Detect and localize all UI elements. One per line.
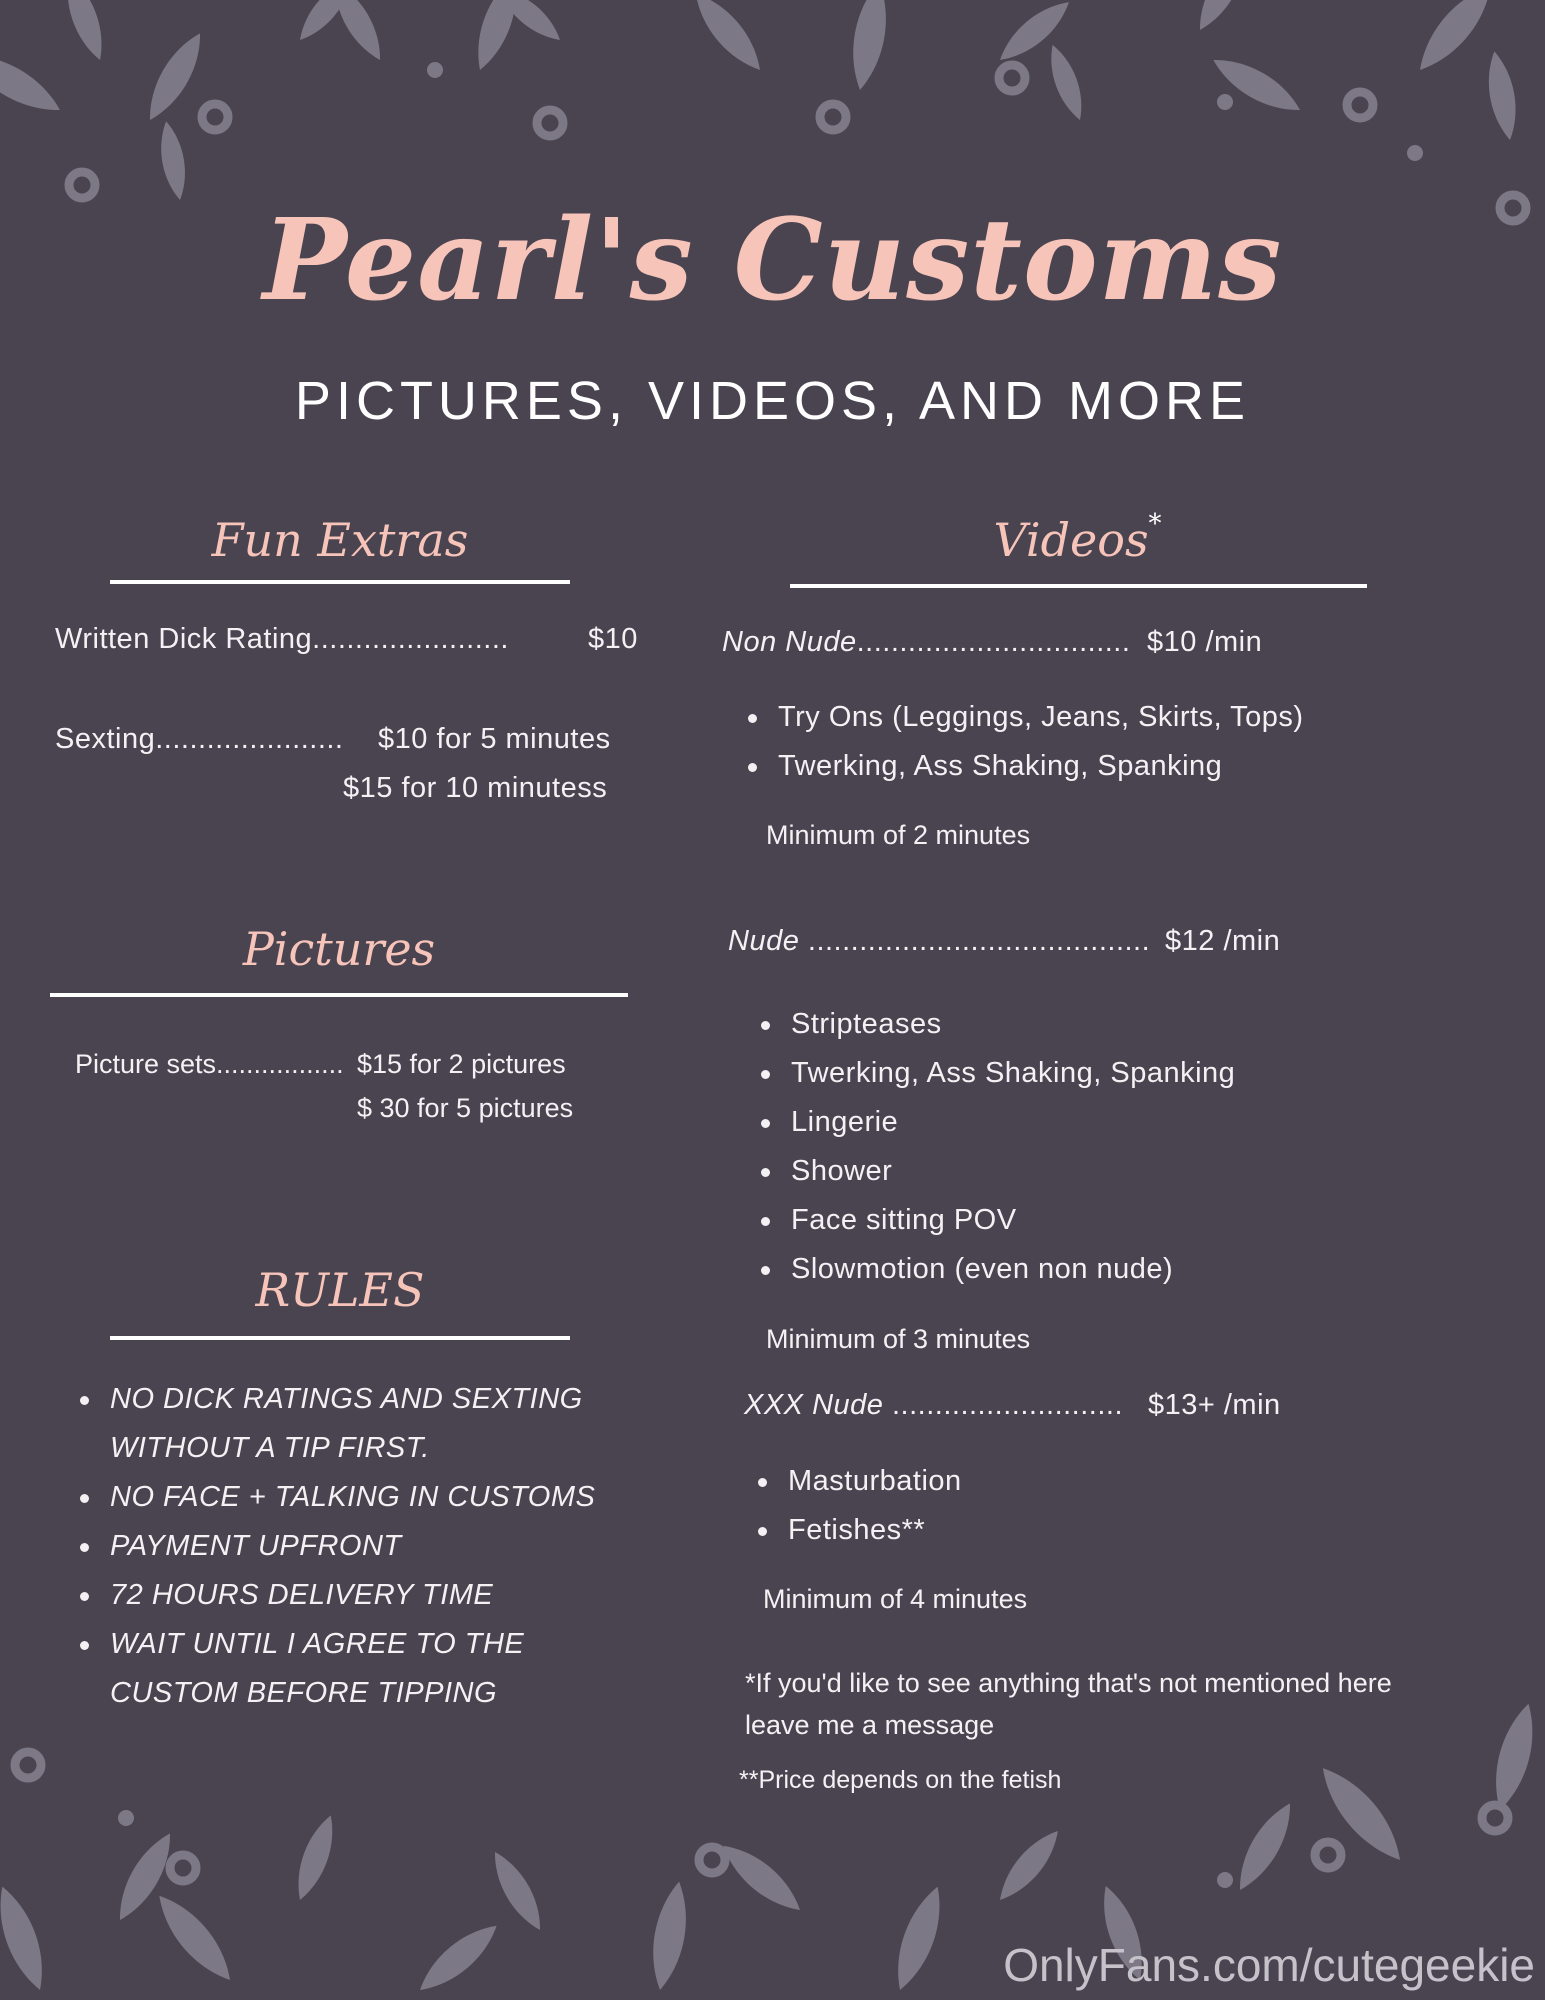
xxx-nude-dots: ...........................	[891, 1389, 1124, 1421]
dot-icon	[1217, 94, 1233, 110]
rule-no-face: NO FACE + TALKING IN CUSTOMS	[110, 1473, 595, 1522]
leaf-icon	[845, 0, 893, 93]
pictures-heading: Pictures	[242, 922, 436, 976]
list-item: Twerking, Ass Shaking, Spanking	[791, 1049, 1235, 1098]
list-item: Stripteases	[791, 1000, 1235, 1049]
non-nude-list	[778, 693, 1304, 791]
picture-sets-price-2: $15 for 2 pictures	[357, 1049, 566, 1079]
ring-icon	[537, 110, 563, 136]
leaf-icon	[1189, 0, 1255, 36]
rule-no-ratings: NO DICK RATINGS AND SEXTING	[110, 1375, 595, 1424]
rules-list	[110, 1375, 595, 1718]
xxx-nude-list	[788, 1457, 962, 1555]
leaf-icon	[289, 1811, 343, 1904]
leaf-icon	[886, 1882, 952, 1996]
xxx-nude-row	[744, 1389, 1123, 1422]
videos-divider	[790, 584, 1367, 588]
leaf-icon	[0, 1882, 54, 1996]
dot-icon	[427, 62, 443, 78]
non-nude-minimum: Minimum of 2 minutes	[766, 820, 1031, 850]
nude-row	[728, 925, 1150, 958]
nude-dots: ........................................	[807, 925, 1151, 957]
leaf-icon	[1409, 0, 1502, 80]
non-nude-price: $10 /min	[1147, 626, 1263, 658]
leaf-icon	[645, 1879, 693, 1992]
rule-delivery: 72 HOURS DELIVERY TIME	[110, 1571, 595, 1620]
videos-heading	[790, 509, 1365, 567]
leaf-icon	[715, 1835, 809, 1920]
fun-extras-heading: Fun Extras	[211, 513, 469, 567]
list-item: Lingerie	[791, 1098, 1235, 1147]
page-title: Pearl's Customs	[262, 195, 1283, 326]
rules-heading: RULES	[255, 1263, 425, 1317]
dick-rating-price: $10	[588, 623, 638, 655]
list-item: Slowmotion (even non nude)	[791, 1245, 1235, 1294]
leaf-icon	[1486, 1700, 1543, 1814]
non-nude-dots: ................................	[856, 626, 1131, 658]
sexting-price-5: $10 for 5 minutes	[378, 723, 611, 755]
pictures-divider	[50, 993, 628, 997]
picture-sets-label: Picture sets.................	[75, 1049, 344, 1079]
xxx-nude-minimum: Minimum of 4 minutes	[763, 1584, 1028, 1614]
rules-divider	[110, 1336, 570, 1340]
list-item: Masturbation	[788, 1457, 962, 1506]
list-item: Twerking, Ass Shaking, Spanking	[778, 742, 1304, 791]
leaf-icon	[58, 0, 112, 64]
nude-label: Nude	[728, 925, 800, 957]
ring-icon	[15, 1752, 41, 1778]
ring-icon	[202, 104, 228, 130]
note-custom-request-cont: leave me a message	[745, 1710, 995, 1740]
videos-heading-asterisk: *	[1148, 509, 1162, 539]
nude-price: $12 /min	[1165, 925, 1281, 957]
xxx-nude-price: $13+ /min	[1148, 1389, 1281, 1421]
list-item: Shower	[791, 1147, 1235, 1196]
watermark: OnlyFans.com/cutegeekie	[1003, 1939, 1535, 1991]
ring-icon	[999, 65, 1025, 91]
leaf-icon	[991, 1823, 1067, 1908]
list-item: Try Ons (Leggings, Jeans, Skirts, Tops)	[778, 693, 1304, 742]
ring-icon	[1482, 1805, 1508, 1831]
dot-icon	[1407, 145, 1423, 161]
nude-minimum: Minimum of 3 minutes	[766, 1324, 1031, 1354]
rule-wait-cont: CUSTOM BEFORE TIPPING	[110, 1677, 498, 1709]
non-nude-row	[722, 626, 1130, 659]
ring-icon	[1315, 1842, 1341, 1868]
list-item: Fetishes**	[788, 1506, 962, 1555]
page-subtitle: PICTURES, VIDEOS, AND MORE	[294, 371, 1251, 431]
leaf-icon	[411, 1915, 505, 2000]
rule-wait: WAIT UNTIL I AGREE TO THE	[110, 1620, 595, 1669]
fun-extras-divider	[110, 580, 570, 584]
leaf-icon	[0, 42, 67, 123]
xxx-nude-label: XXX Nude	[744, 1389, 884, 1421]
note-custom-request: *If you'd like to see anything that's not mentioned here	[745, 1668, 1392, 1698]
leaf-icon	[1310, 1758, 1412, 1871]
leaf-icon	[148, 1886, 241, 1989]
dot-icon	[118, 1810, 134, 1826]
leaf-icon	[155, 119, 190, 202]
ring-icon	[1347, 92, 1373, 118]
dick-rating-label: Written Dick Rating.......................	[55, 623, 509, 655]
leaf-icon	[1482, 49, 1522, 142]
rule-payment: PAYMENT UPFRONT	[110, 1522, 595, 1571]
leaf-icon	[1042, 41, 1090, 124]
dot-icon	[1217, 1872, 1233, 1888]
ring-icon	[170, 1855, 196, 1881]
nude-list	[791, 1000, 1235, 1294]
videos-heading-text: Videos	[993, 513, 1149, 567]
picture-sets-price-5: $ 30 for 5 pictures	[357, 1093, 574, 1123]
leaf-icon	[1207, 48, 1307, 121]
note-fetish-price: **Price depends on the fetish	[739, 1766, 1062, 1794]
non-nude-label: Non Nude	[722, 626, 857, 658]
leaf-icon	[484, 1846, 550, 1936]
ring-icon	[820, 104, 846, 130]
rule-no-ratings-cont: WITHOUT A TIP FIRST.	[110, 1432, 430, 1464]
ring-icon	[699, 1847, 725, 1873]
sexting-label: Sexting......................	[55, 723, 344, 755]
list-item: Face sitting POV	[791, 1196, 1235, 1245]
leaf-icon	[685, 0, 770, 79]
sexting-price-10: $15 for 10 minutess	[343, 772, 608, 804]
leaf-icon	[1228, 1797, 1301, 1897]
